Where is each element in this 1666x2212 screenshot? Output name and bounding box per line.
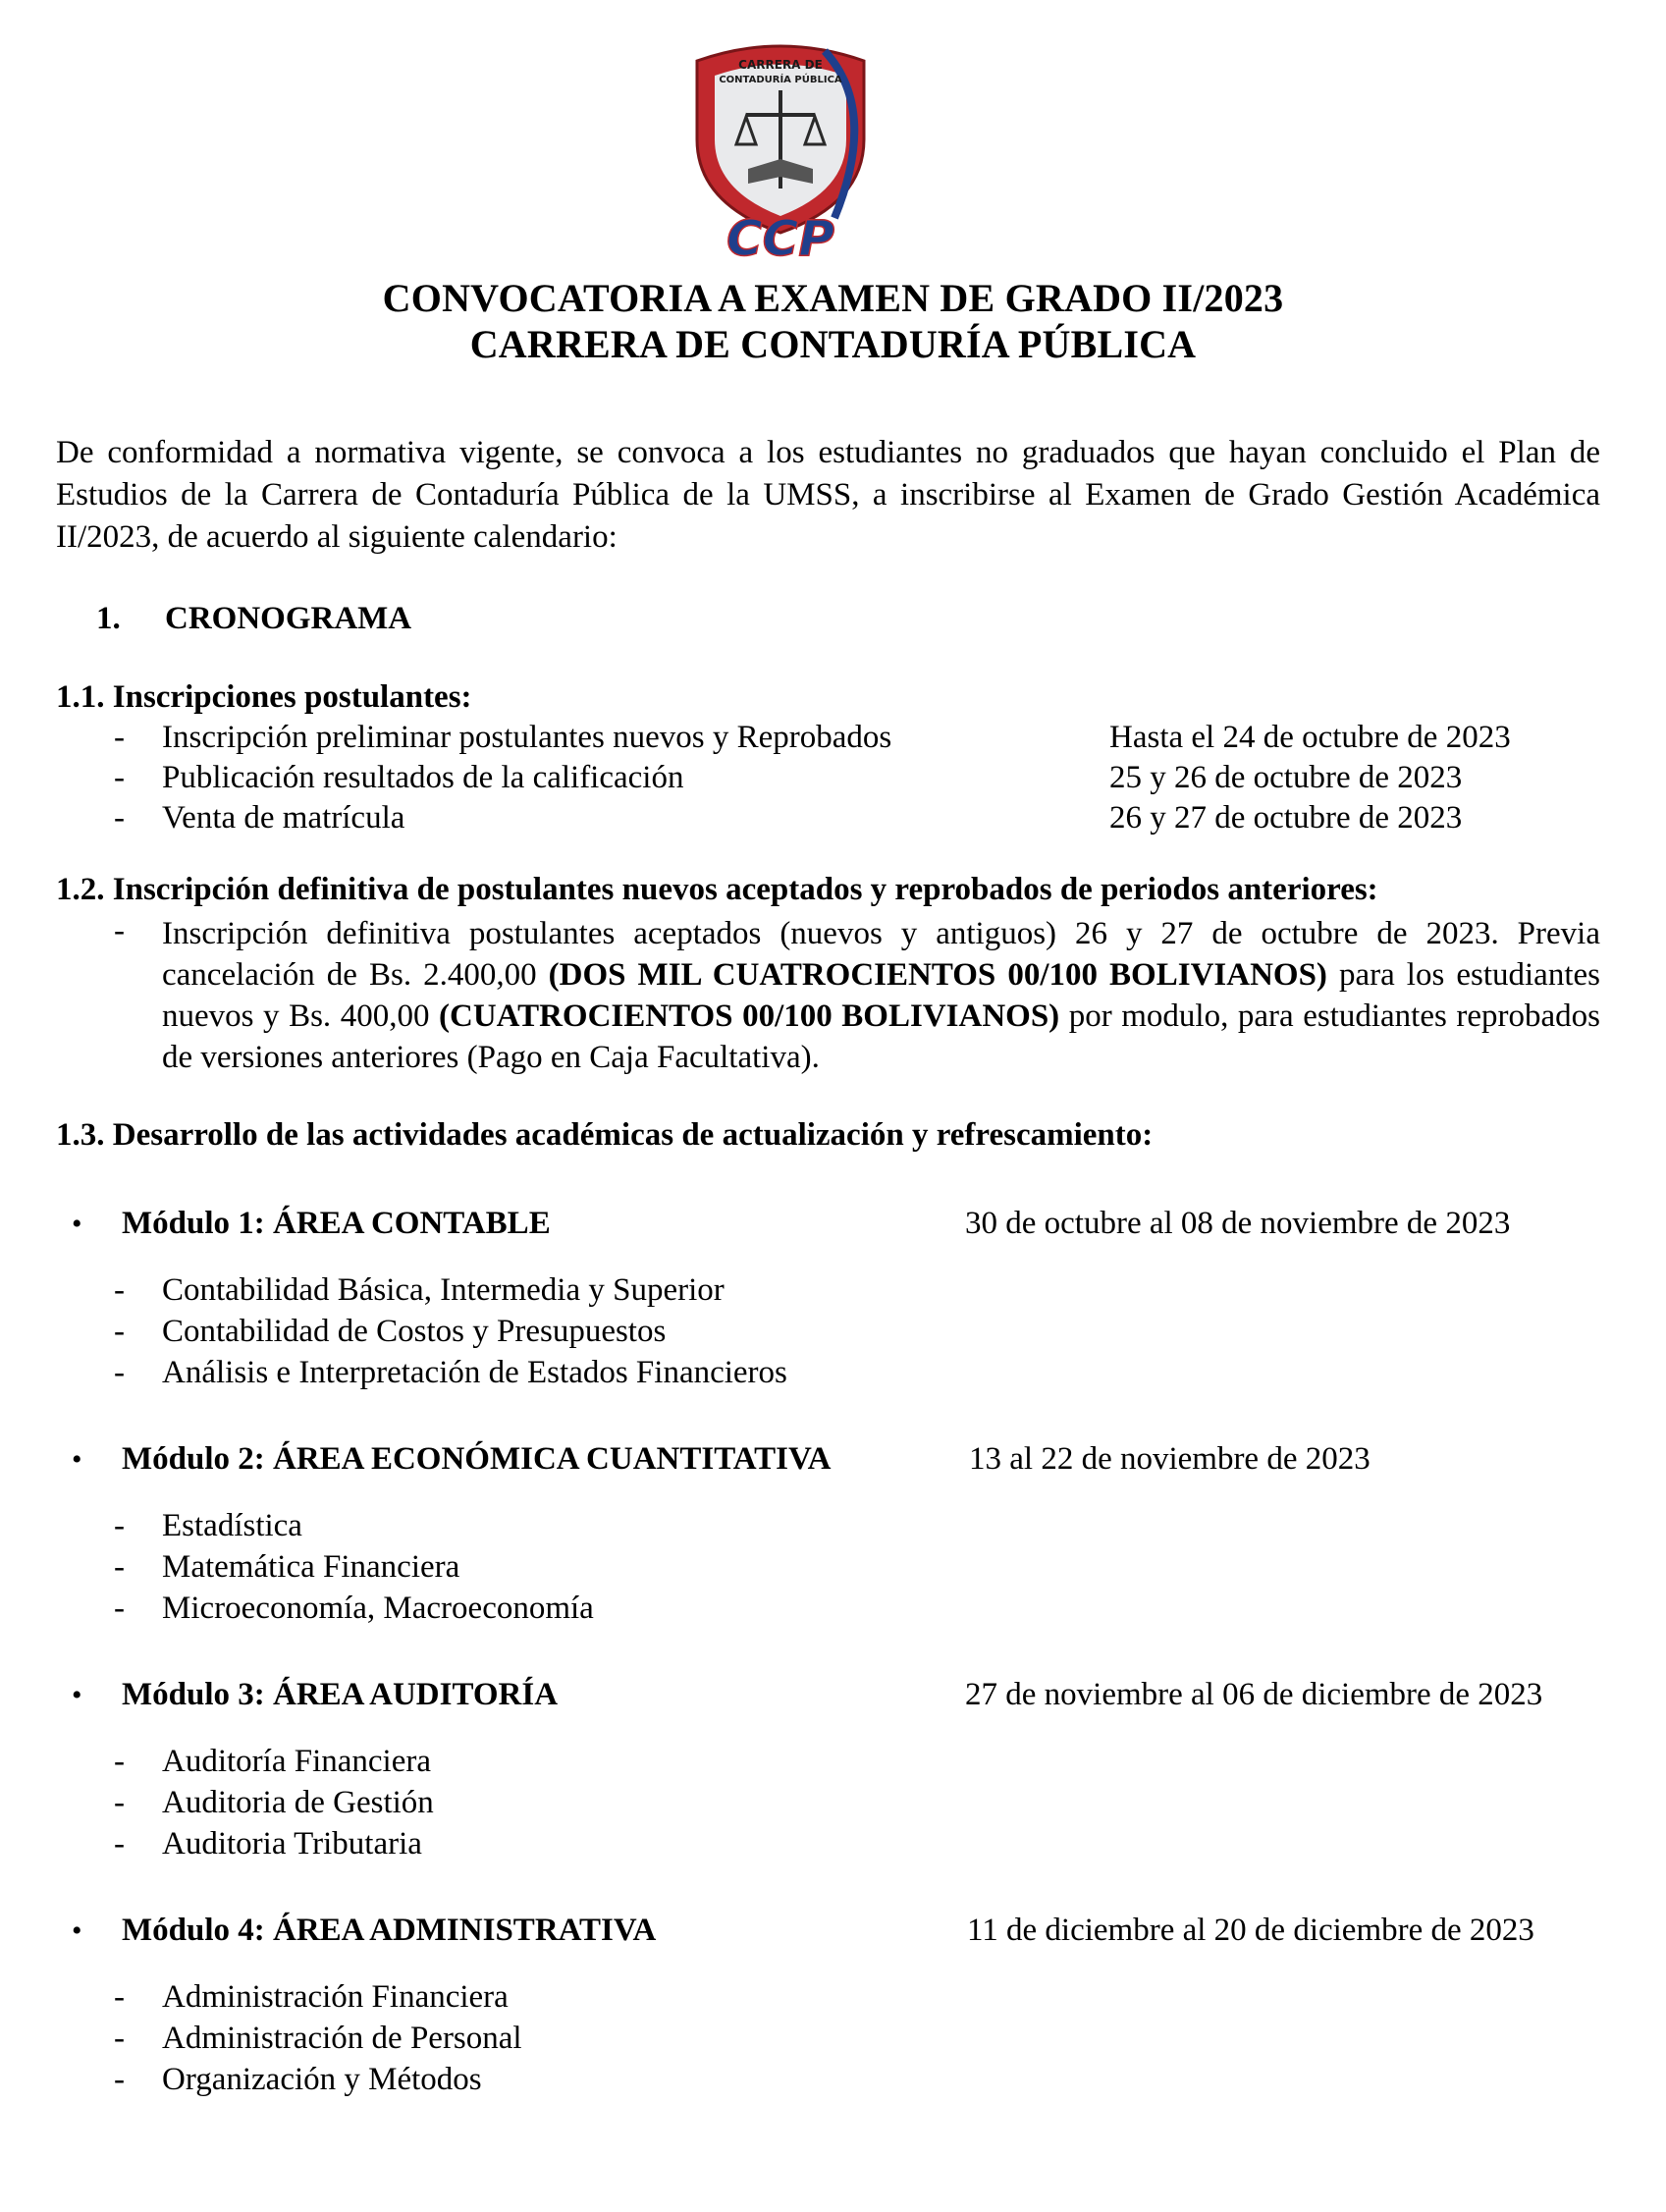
- list-dash: -: [114, 1314, 125, 1349]
- s12-amount-repeat-words: (CUATROCIENTOS 00/100 BOLIVIANOS): [439, 998, 1060, 1034]
- module-2-title: Módulo 2: ÁREA ECONÓMICA CUANTITATIVA: [122, 1441, 832, 1477]
- section-1-number: 1.: [96, 601, 121, 636]
- module-1-title: Módulo 1: ÁREA CONTABLE: [122, 1206, 551, 1241]
- subsection-1-3-heading: 1.3. Desarrollo de las actividades académicas de actualización y refrescamiento:: [56, 1117, 1154, 1153]
- s12-text-3: por modulo, para estudiantes reprobados de versiones anteriores (Pago en Caja Facultativa).: [162, 998, 1601, 1075]
- s11-item-2-date: 25 y 26 de octubre de 2023: [1109, 760, 1463, 795]
- s11-item-2: Publicación resultados de la calificación: [162, 760, 684, 795]
- logo-text-bottom: CONTADURÍA PÚBLICA: [719, 75, 842, 85]
- subsection-1-2-heading: 1.2. Inscripción definitiva de postulantes nuevos aceptados y reprobados de periodos anteriores:: [56, 872, 1378, 907]
- module-2-item-3: Microeconomía, Macroeconomía: [162, 1591, 594, 1626]
- module-4-item-2: Administración de Personal: [162, 2021, 522, 2056]
- module-4-title: Módulo 4: ÁREA ADMINISTRATIVA: [122, 1913, 657, 1948]
- list-dash: -: [114, 1355, 125, 1390]
- module-2-item-2: Matemática Financiera: [162, 1549, 460, 1585]
- list-dash: -: [114, 1508, 125, 1543]
- module-4-date: 11 de diciembre al 20 de diciembre de 2023: [967, 1913, 1534, 1948]
- intro-paragraph: De conformidad a normativa vigente, se convoca a los estudiantes no graduados que hayan concluido el Plan de Estudios de la Carrera de Contaduría Pública de la UMSS, a inscribirse al Examen de Grado Gestión Académica II/2023, de acuerdo al siguiente calendario:: [56, 435, 1600, 555]
- section-1-title: CRONOGRAMA: [165, 601, 412, 636]
- list-dash: -: [114, 760, 125, 795]
- list-dash: -: [114, 2062, 125, 2097]
- module-3-title: Módulo 3: ÁREA AUDITORÍA: [122, 1677, 559, 1712]
- list-dash: -: [114, 800, 125, 836]
- module-1-item-1: Contabilidad Básica, Intermedia y Superior: [162, 1272, 725, 1308]
- module-4-item-1: Administración Financiera: [162, 1979, 509, 2015]
- list-dash: -: [114, 1826, 125, 1861]
- module-2-date: 13 al 22 de noviembre de 2023: [969, 1441, 1370, 1477]
- list-dash: -: [114, 2021, 125, 2056]
- s11-item-3: Venta de matrícula: [162, 800, 405, 836]
- ccp-logo: [677, 22, 884, 257]
- module-1-item-3: Análisis e Interpretación de Estados Financieros: [162, 1355, 787, 1390]
- document-title-line1: CONVOCATORIA A EXAMEN DE GRADO II/2023: [382, 276, 1284, 320]
- s12-text-2: para los estudiantes nuevos y Bs. 400,00: [162, 957, 1600, 1034]
- list-dash: -: [114, 913, 125, 948]
- module-1-item-2: Contabilidad de Costos y Presupuestos: [162, 1314, 667, 1349]
- s11-item-1: Inscripción preliminar postulantes nuevos y Reprobados: [162, 720, 892, 755]
- logo-text-top: CARRERA DE: [738, 58, 823, 72]
- list-dash: -: [114, 720, 125, 755]
- s12-amount-new-words: (DOS MIL CUATROCIENTOS 00/100 BOLIVIANOS): [548, 957, 1327, 993]
- module-3-item-3: Auditoria Tributaria: [162, 1826, 422, 1861]
- bullet-icon: •: [72, 1915, 82, 1947]
- module-2-item-1: Estadística: [162, 1508, 302, 1543]
- logo-monogram: CCP: [726, 210, 835, 257]
- list-dash: -: [114, 1979, 125, 2015]
- module-3-item-1: Auditoría Financiera: [162, 1744, 431, 1779]
- list-dash: -: [114, 1744, 125, 1779]
- module-4-item-3: Organización y Métodos: [162, 2062, 482, 2097]
- module-3-item-2: Auditoria de Gestión: [162, 1785, 434, 1820]
- s11-item-3-date: 26 y 27 de octubre de 2023: [1109, 800, 1463, 836]
- s12-paragraph: [162, 913, 1600, 1078]
- bullet-icon: •: [72, 1208, 82, 1240]
- subsection-1-1-heading: 1.1. Inscripciones postulantes:: [56, 679, 472, 715]
- module-3-date: 27 de noviembre al 06 de diciembre de 2023: [965, 1677, 1543, 1712]
- list-dash: -: [114, 1549, 125, 1585]
- list-dash: -: [114, 1785, 125, 1820]
- section-1-heading: [96, 601, 411, 637]
- bullet-icon: •: [72, 1443, 82, 1476]
- module-1-date: 30 de octubre al 08 de noviembre de 2023: [965, 1206, 1511, 1241]
- s12-text-1: Inscripción definitiva postulantes aceptados (nuevos y antiguos) 26 y 27 de octubre de 2023. Previa cancelación de Bs. 2.400,00: [162, 916, 1600, 993]
- list-dash: -: [114, 1591, 125, 1626]
- list-dash: -: [114, 1272, 125, 1308]
- s11-item-1-date: Hasta el 24 de octubre de 2023: [1109, 720, 1511, 755]
- bullet-icon: •: [72, 1679, 82, 1711]
- document-title-line2: CARRERA DE CONTADURÍA PÚBLICA: [469, 322, 1197, 366]
